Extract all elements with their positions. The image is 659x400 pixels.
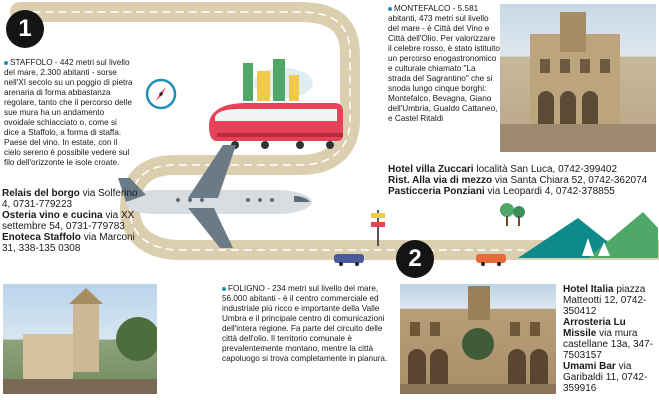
foligno-places: [563, 284, 657, 394]
list-item: Hotel villa Zuccari località San Luca, 0742-399402: [388, 164, 618, 175]
montefalco-description: [388, 4, 500, 124]
staffolo-description: [4, 58, 134, 168]
bullet-icon: [222, 287, 226, 291]
list-item: Hotel Italia piazza Matteotti 12, 0742-350412: [563, 284, 647, 317]
badge-two: 2: [396, 240, 434, 278]
bullet-icon: [388, 7, 392, 11]
foligno-description: [222, 284, 394, 364]
list-item: Pasticceria Ponziani via Leopardi 4, 0742-378855: [388, 186, 615, 197]
signpost-icon: [368, 208, 388, 248]
car-icon: [474, 250, 508, 266]
badge-one: 1: [6, 10, 44, 48]
list-item: Arrosteria Lu Missile via mura castellane 13a, 347-7503157: [563, 317, 654, 361]
foligno-text: FOLIGNO - 234 metri sul livello del mare, 56.000 abitanti - è il centro commerciale ed industriale più ricco e importante della Valle Umbra e il principale centro di comunicazioni dell'intera regione. Fa parte del circuito delle città dell'olio. Il territorio comunale è prevalentemente montano, mentre la città capoluogo si trova completamente in pianura.: [222, 284, 388, 363]
montefalco-places: [388, 164, 656, 197]
montefalco-photo: [500, 4, 656, 152]
list-item: Relais del borgo via Solferino 4, 0731-779223: [2, 188, 138, 210]
staffolo-text: STAFFOLO - 442 metri sul livello del mare, 2.300 abitanti - sorse nell'XI secolo su un poggio di pietra arenaria di forma abbastanza regolare, tanto che il percorso delle sue mura ha un andamento ovoidale schiacciato o, come si dice a Staffolo, a forma di staffa. Paese del vino. In estate, con il cielo sereno è possibile vedere sul filo dell'orizzonte le isole croate.: [4, 58, 133, 167]
compass-icon: [145, 78, 177, 110]
staffolo-photo: [3, 284, 157, 394]
list-item: Umami Bar via Garibaldi 11, 0742-359916: [563, 361, 648, 394]
car-icon: [332, 250, 366, 266]
list-item: Osteria vino e cucina via XX settembre 54, 0731-779783: [2, 210, 135, 232]
bullet-icon: [4, 61, 8, 65]
list-item: Rist. Alla via di mezzo via Santa Chiara 52, 0742-362074: [388, 175, 648, 186]
montefalco-text: MONTEFALCO - 5.581 abitanti, 473 metri sul livello del mare - è Città del Vino e Città dell'Olio. Per valorizzare il celebre rosso, è stato istituito un percorso enogastronomico e culturale chiamato "La strada del Sagrantino" che si snoda lungo cinque borghi: Montefalco, Bevagna, Giano dell'Umbria, Gualdo Cattaneo, e Castel Ritaldi: [388, 4, 500, 123]
staffolo-places: [2, 188, 142, 254]
mountain-icon: [518, 212, 658, 258]
airplane-icon: [118, 140, 318, 250]
foligno-photo: [400, 284, 556, 394]
list-item: Enoteca Staffolo via Marconi 31, 338-135 0308: [2, 232, 135, 254]
